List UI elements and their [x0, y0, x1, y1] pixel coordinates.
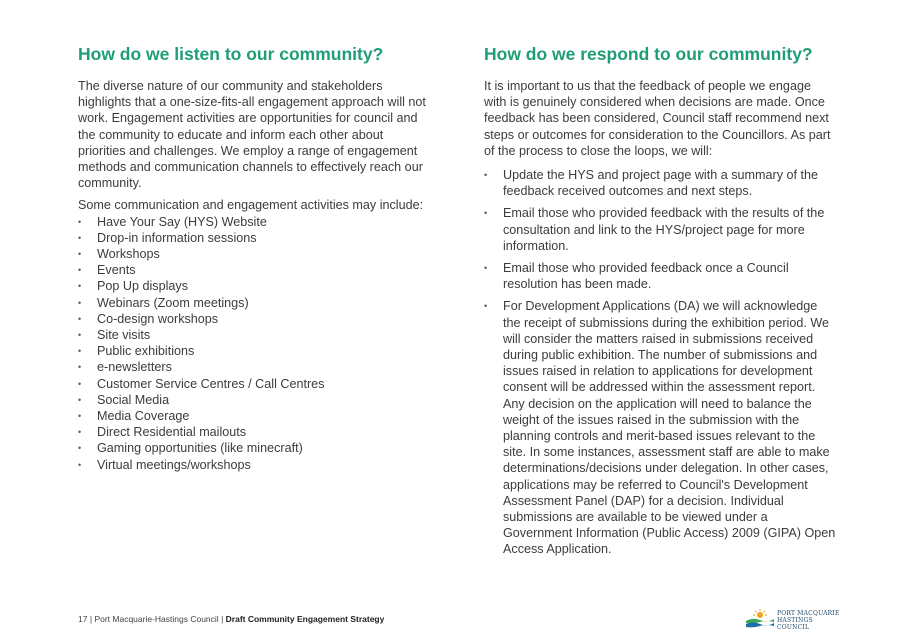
list-item: • For Development Applications (DA) we will acknowledge the receipt of submissions during the exhibition period. We will consider the matters raised in submissions received during public exhibition. The number of submissions and issues raised in relation to applications for development consent will be addressed within the assessment report. Any decision on the application will need to balance the weight of the issues raised in the submission with the planning controls and merit-based issues relevant to the site. In some instances, assessment staff are able to make determinations/decisions under delegation. In other cases, applications may be referred to Council's Development Assessment Panel (DAP) for a decision. Individual submissions are available to be viewed under a Government Information (Public Access) 2009 (GIPA) Open Access Application. — [484, 298, 836, 557]
list-item: • Media Coverage — [78, 408, 430, 424]
listen-intro: The diverse nature of our community and stakeholders highlights that a one-size-fits-all engagement approach will not work. Engagement activities are opportunities for council and the community to educate and inform each other about priorities and challenges. We employ a range of engagement methods and communication channels to effectively reach our community. — [78, 79, 426, 191]
footer-organisation: Port Macquarie-Hastings Council — [94, 614, 219, 624]
list-item: • Update the HYS and project page with a summary of the feedback received outcomes and next steps. — [484, 167, 836, 199]
list-item: • Webinars (Zoom meetings) — [78, 295, 430, 311]
list-item: • Have Your Say (HYS) Website — [78, 214, 430, 230]
list-item: • Email those who provided feedback once a Council resolution has been made. — [484, 260, 836, 292]
footer-separator: | — [221, 614, 224, 624]
list-item: • Workshops — [78, 246, 430, 262]
activities-list — [78, 214, 430, 473]
list-item: • Pop Up displays — [78, 278, 430, 294]
list-item: • Email those who provided feedback with the results of the consultation and link to the HYS/project page for more information. — [484, 205, 836, 254]
page-number: 17 — [78, 614, 88, 624]
list-item: • e-newsletters — [78, 359, 430, 375]
sun-wave-logo-icon — [744, 608, 774, 628]
council-logo — [744, 608, 844, 631]
list-item: • Customer Service Centres / Call Centres — [78, 376, 430, 392]
right-column — [484, 42, 836, 564]
listen-heading: How do we listen to our community? — [78, 44, 384, 64]
logo-text: PORT MACQUARIE HASTINGS COUNCIL — [777, 610, 840, 631]
respond-heading: How do we respond to our community? — [484, 44, 813, 64]
activities-intro: Some communication and engagement activities may include: — [78, 198, 424, 213]
list-item: • Co-design workshops — [78, 311, 430, 327]
footer-document-title: Draft Community Engagement Strategy — [225, 614, 385, 624]
list-item: • Gaming opportunities (like minecraft) — [78, 440, 430, 456]
list-item: • Public exhibitions — [78, 343, 430, 359]
list-item: • Site visits — [78, 327, 430, 343]
list-item: • Drop-in information sessions — [78, 230, 430, 246]
page-footer — [78, 614, 384, 624]
list-item: • Virtual meetings/workshops — [78, 457, 430, 473]
footer-separator: | — [89, 614, 93, 624]
response-steps-list — [484, 167, 836, 558]
left-column — [78, 42, 430, 473]
respond-intro: It is important to us that the feedback of people we engage with is genuinely considered when decisions are made. Once feedback has been considered, Council staff recommend next steps or outcomes for consideration to the Councillors. As part of the process to close the loops, we will: — [484, 79, 831, 158]
list-item: • Social Media — [78, 392, 430, 408]
list-item: • Direct Residential mailouts — [78, 424, 430, 440]
list-item: • Events — [78, 262, 430, 278]
